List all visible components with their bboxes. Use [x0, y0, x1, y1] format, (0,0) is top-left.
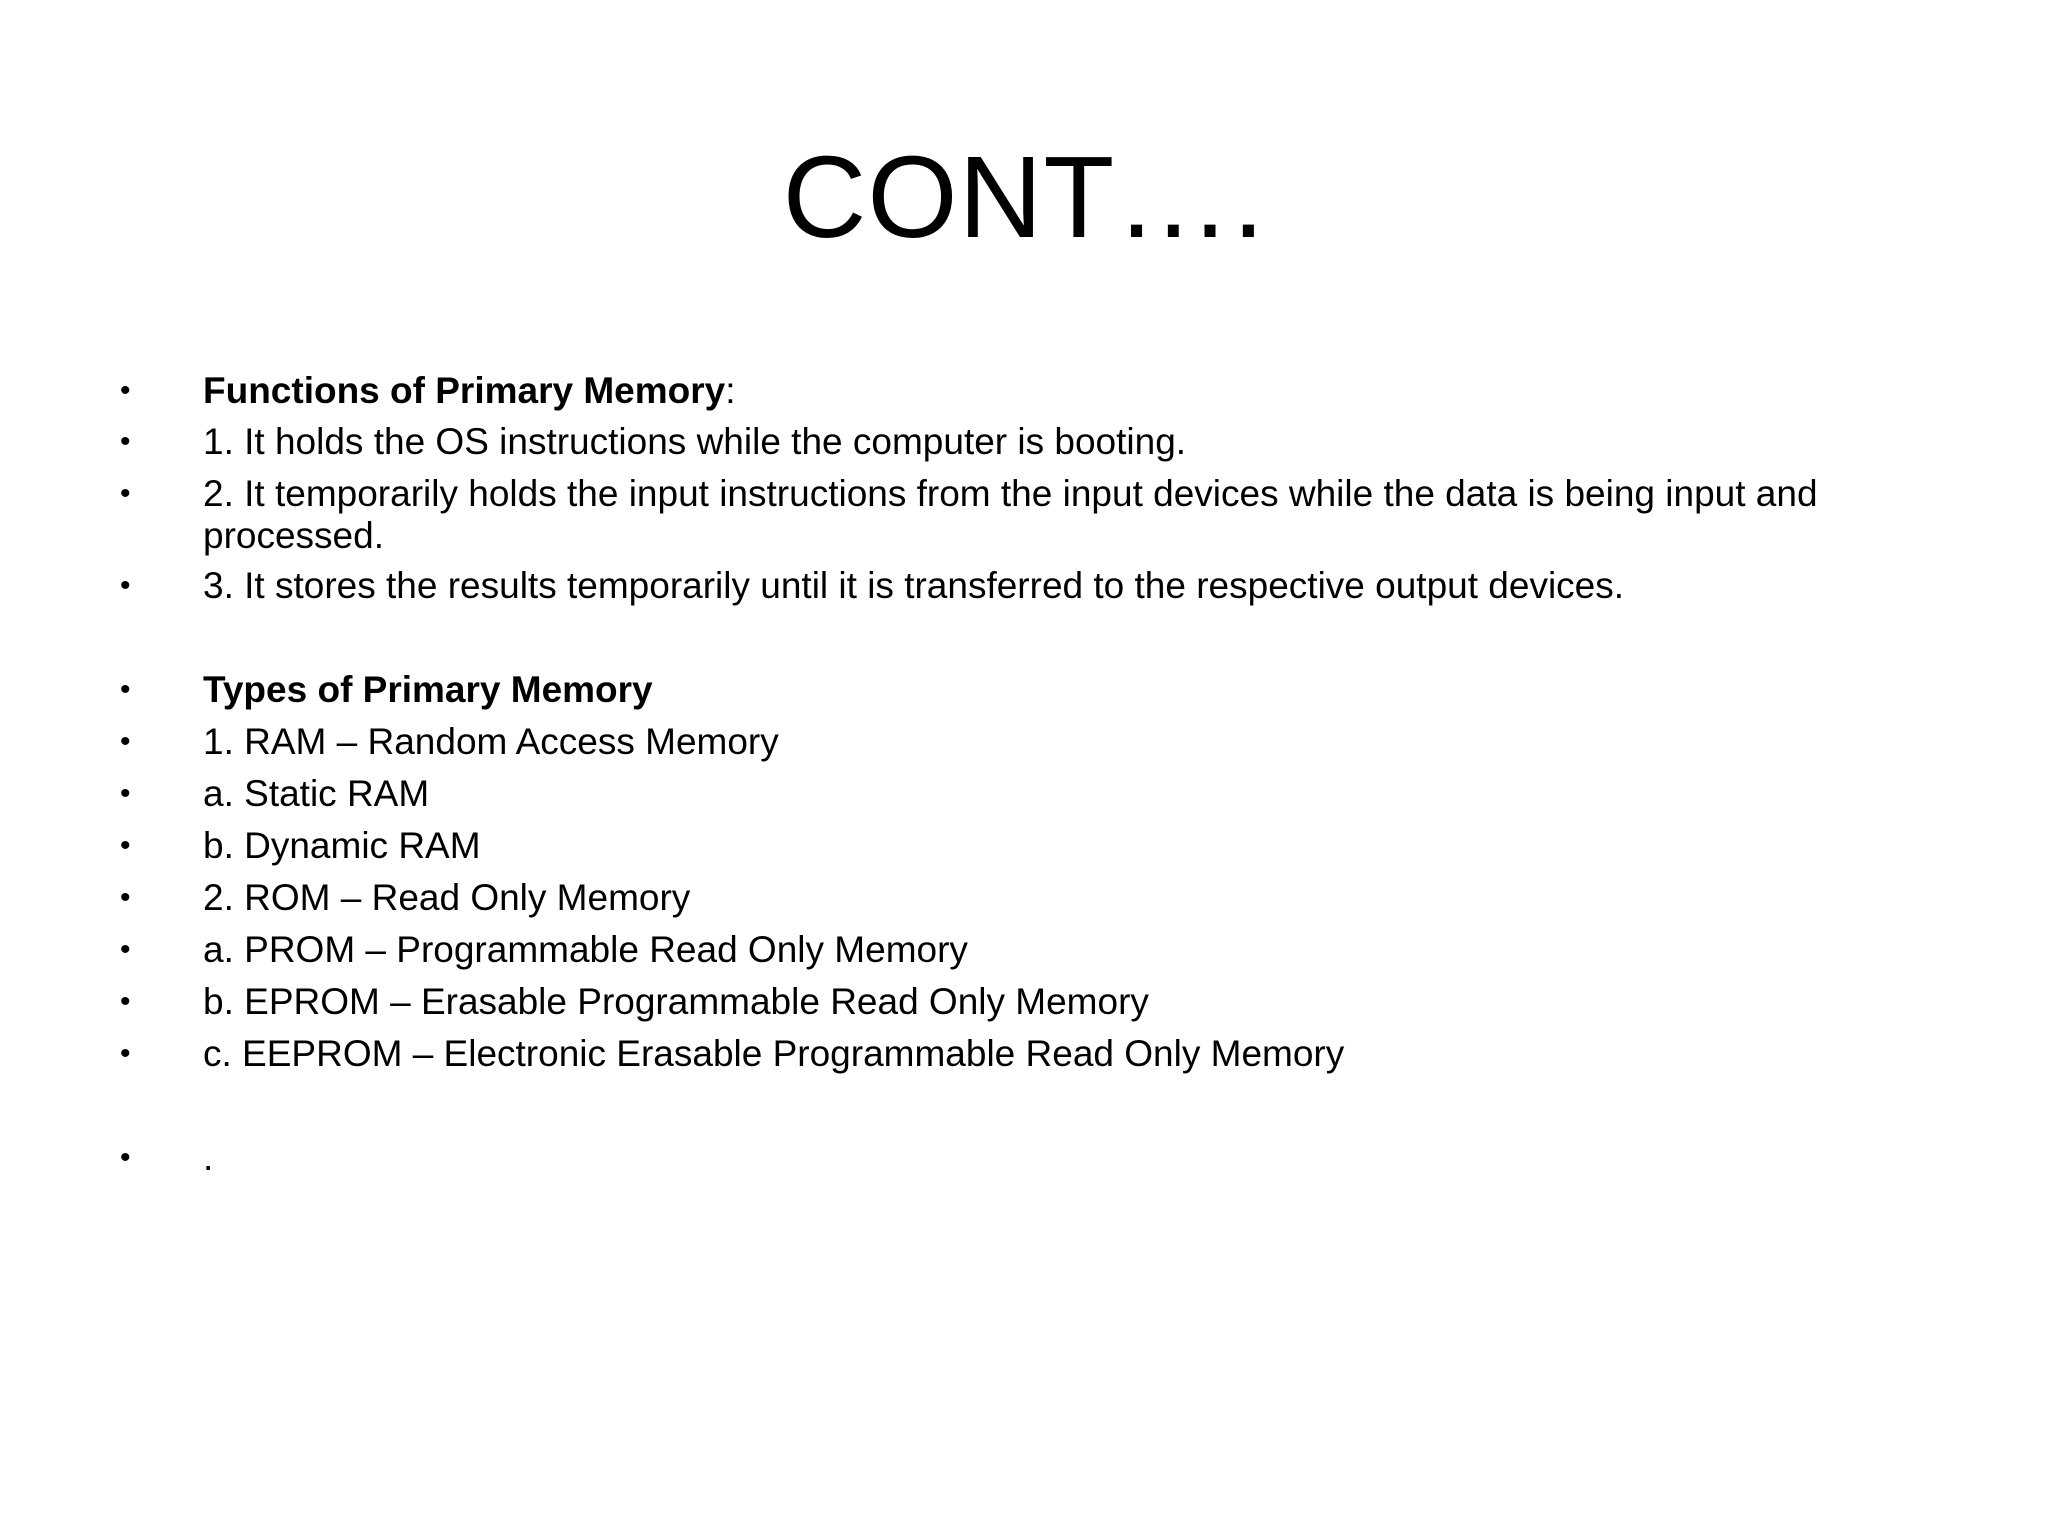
bullet-icon: • — [120, 985, 131, 1018]
list-item-label: 1. It holds the OS instructions while the computer is booting. — [203, 421, 1187, 462]
list-item-heading: Functions of Primary Memory — [203, 370, 726, 411]
list-item-text — [203, 370, 1903, 412]
list-item-label: c. EEPROM – Electronic Erasable Programmable Read Only Memory — [203, 1033, 1345, 1074]
bullet-icon: • — [120, 725, 131, 758]
list-item-label: 2. ROM – Read Only Memory — [203, 877, 691, 918]
list-item-label: . — [203, 1137, 214, 1178]
bullet-icon: • — [120, 477, 131, 510]
bullet-icon: • — [120, 933, 131, 966]
list-item-label: a. Static RAM — [203, 773, 430, 814]
bullet-icon: • — [120, 777, 131, 810]
list-item-label: : — [725, 370, 736, 411]
bullet-icon: • — [120, 374, 131, 407]
bullet-icon: • — [120, 1141, 131, 1174]
list-item-text — [203, 669, 1903, 711]
bullet-icon: • — [120, 1037, 131, 1070]
bullet-icon: • — [120, 829, 131, 862]
list-item-label: b. Dynamic RAM — [203, 825, 481, 866]
bullet-icon: • — [120, 425, 131, 458]
list-item-label: 1. RAM – Random Access Memory — [203, 721, 779, 762]
list-item-label: b. EPROM – Erasable Programmable Read Only Memory — [203, 981, 1149, 1022]
list-item-heading: Types of Primary Memory — [203, 669, 653, 710]
bullet-icon: • — [120, 569, 131, 602]
bullet-icon: • — [120, 673, 131, 706]
list-item-label: 2. It temporarily holds the input instructions from the input devices while the data is being input and processed. — [203, 473, 1828, 556]
list-item-label: 3. It stores the results temporarily until it is transferred to the respective output devices. — [203, 565, 1625, 606]
bullet-icon: • — [120, 881, 131, 914]
list-item-label: a. PROM – Programmable Read Only Memory — [203, 929, 968, 970]
slide-title: CONT…. — [782, 132, 1266, 262]
